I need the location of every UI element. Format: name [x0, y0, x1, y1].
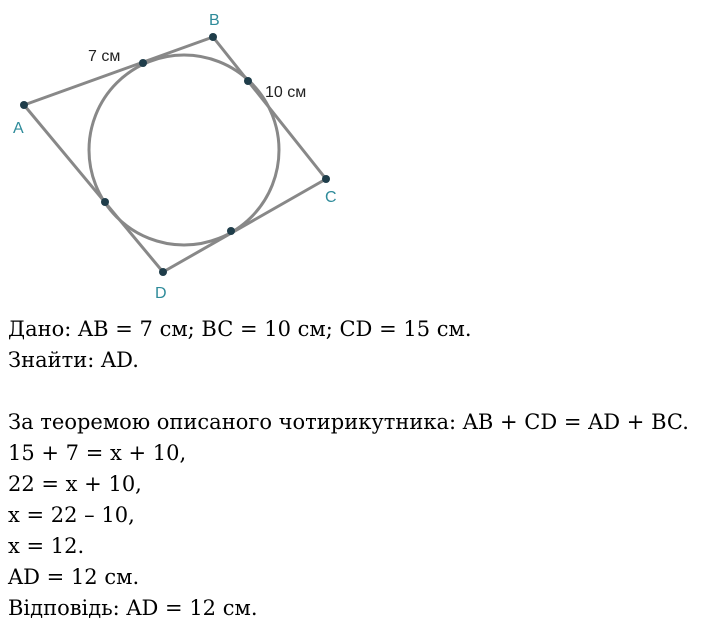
- vertex-d-dot: [159, 268, 167, 276]
- quadrilateral-figure: [0, 0, 706, 310]
- vertex-c-dot: [322, 175, 330, 183]
- solution-text: [8, 314, 703, 624]
- find-line: Знайти: AD.: [8, 348, 139, 372]
- length-bc-label: 10 см: [265, 84, 307, 101]
- answer-line: Відповідь: AD = 12 см.: [8, 596, 258, 620]
- vertex-d-label: D: [155, 285, 167, 302]
- equation-line-1: 15 + 7 = x + 10,: [8, 441, 187, 465]
- equation-line-4: x = 12.: [8, 534, 85, 558]
- vertex-b-dot: [209, 33, 217, 41]
- vertex-a-label: A: [13, 120, 24, 137]
- tangent-point-cd: [227, 227, 235, 235]
- vertex-a-dot: [20, 101, 28, 109]
- vertex-c-label: C: [325, 189, 337, 206]
- tangent-point-da: [101, 198, 109, 206]
- theorem-line: За теоремою описаного чотирикутника: AB + CD = AD + BC.: [8, 410, 689, 434]
- tangent-point-bc: [244, 77, 252, 85]
- equation-line-3: x = 22 – 10,: [8, 503, 135, 527]
- length-ab-label: 7 см: [88, 48, 121, 65]
- equation-line-2: 22 = x + 10,: [8, 472, 142, 496]
- vertex-b-label: B: [209, 12, 220, 29]
- given-line: Дано: AB = 7 см; BC = 10 см; CD = 15 см.: [8, 317, 472, 341]
- blank-line: [8, 376, 703, 407]
- result-line: AD = 12 см.: [8, 565, 140, 589]
- tangent-point-ab: [139, 59, 147, 67]
- quadrilateral-abcd: [24, 37, 326, 272]
